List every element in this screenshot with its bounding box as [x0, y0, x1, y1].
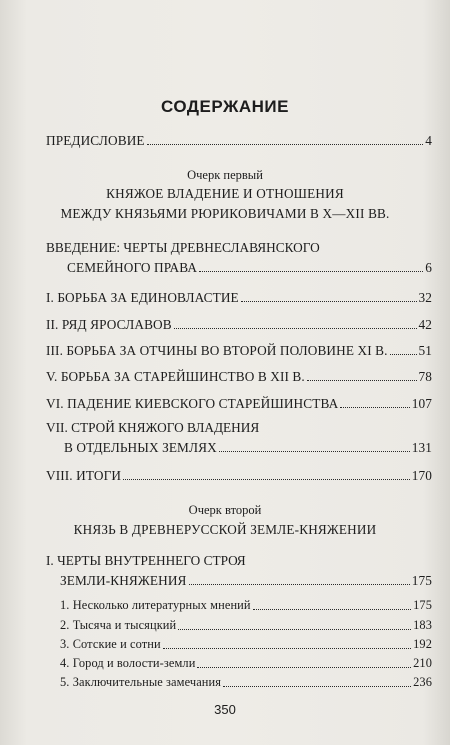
toc-entry-label: В ОТДЕЛЬНЫХ ЗЕМЛЯХ: [64, 440, 217, 455]
toc-entry-e2-ch1[interactable]: [60, 573, 432, 588]
toc-entry-intro[interactable]: [67, 260, 432, 275]
toc-entry-chapter[interactable]: [46, 369, 432, 384]
leader-dots: [197, 667, 411, 668]
toc-entry-label: ПРЕДИСЛОВИЕ: [46, 133, 145, 148]
toc-entry-label: II. РЯД ЯРОСЛАВОВ: [46, 317, 172, 332]
essay-1-label: Очерк первый: [187, 168, 263, 182]
toc-entry-page: 4: [425, 133, 432, 148]
toc-entry-chapter[interactable]: [46, 343, 432, 358]
toc-entry-chapter[interactable]: [46, 317, 432, 332]
toc-entry-ch7[interactable]: [64, 440, 432, 455]
toc-entry-label: ЗЕМЛИ-КНЯЖЕНИЯ: [60, 573, 187, 588]
leader-dots: [340, 407, 409, 408]
toc-entry-page: 51: [418, 343, 432, 358]
essay-2-label: Очерк второй: [188, 503, 262, 517]
leader-dots: [178, 629, 411, 630]
leader-dots: [253, 609, 411, 610]
toc-entry-label: III. БОРЬБА ЗА ОТЧИНЫ ВО ВТОРОЙ ПОЛОВИНЕ XI В.: [46, 343, 388, 358]
leader-dots: [189, 584, 410, 585]
toc-entry-page: 32: [418, 290, 432, 305]
toc-entry-section[interactable]: [60, 598, 432, 613]
leader-dots: [174, 328, 417, 329]
toc-entry-preface[interactable]: [46, 133, 432, 148]
toc-entry-page: 131: [411, 440, 432, 455]
leader-dots: [219, 451, 410, 452]
toc-entry-label: 4. Город и волости-земли: [60, 656, 196, 670]
toc-entry-e2-ch1-line1: I. ЧЕРТЫ ВНУТРЕННЕГО СТРОЯ: [46, 553, 246, 568]
toc-entry-label: СЕМЕЙНОГО ПРАВА: [67, 260, 198, 275]
toc-entry-label: 5. Заключительные замечания: [60, 675, 222, 689]
toc-entry-page: 107: [411, 396, 432, 411]
essay-1-heading-line2: МЕЖДУ КНЯЗЬЯМИ РЮРИКОВИЧАМИ В X—XII ВВ.: [60, 206, 390, 221]
toc-entry-page: 6: [425, 260, 432, 275]
toc-entry-label: I. БОРЬБА ЗА ЕДИНОВЛАСТИЕ: [46, 290, 239, 305]
essay-1-heading-line1: КНЯЖОЕ ВЛАДЕНИЕ И ОТНОШЕНИЯ: [106, 186, 344, 201]
toc-entry-page: 175: [413, 598, 432, 612]
toc-entry-chapter[interactable]: [46, 396, 432, 411]
toc-entry-label: 3. Сотские и сотни: [60, 637, 161, 651]
toc-entry-label: 1. Несколько литературных мнений: [60, 598, 251, 612]
leader-dots: [241, 301, 417, 302]
page-title: СОДЕРЖАНИЕ: [161, 97, 289, 116]
leader-dots: [199, 271, 423, 272]
toc-entry-page: 42: [418, 317, 432, 332]
toc-entry-section[interactable]: [60, 656, 432, 671]
toc-entry-page: 170: [411, 468, 432, 483]
toc-entry-section[interactable]: [60, 675, 432, 690]
toc-entry-chapter[interactable]: [46, 468, 432, 483]
toc-entry-page: 210: [413, 656, 432, 670]
toc-entry-page: 175: [411, 573, 432, 588]
toc-entry-section[interactable]: [60, 618, 432, 633]
toc-entry-page: 236: [413, 675, 432, 689]
toc-entry-page: 192: [413, 637, 432, 651]
leader-dots: [390, 354, 417, 355]
leader-dots: [147, 144, 424, 145]
toc-entry-ch7-line1: VII. СТРОЙ КНЯЖОГО ВЛАДЕНИЯ: [46, 420, 260, 435]
toc-entry-intro-line1: ВВЕДЕНИЕ: ЧЕРТЫ ДРЕВНЕСЛАВЯНСКОГО: [46, 240, 320, 255]
toc-entry-label: 2. Тысяча и тысяцкий: [60, 618, 177, 632]
toc-entry-label: VI. ПАДЕНИЕ КИЕВСКОГО СТАРЕЙШИНСТВА: [46, 396, 339, 411]
leader-dots: [307, 380, 417, 381]
page-number: 350: [214, 702, 236, 717]
toc-entry-section[interactable]: [60, 637, 432, 652]
essay-2-heading: КНЯЗЬ В ДРЕВНЕРУССКОЙ ЗЕМЛЕ-КНЯЖЕНИИ: [73, 522, 377, 537]
toc-entry-page: 183: [413, 618, 432, 632]
toc-entry-label: VIII. ИТОГИ: [46, 468, 122, 483]
toc-entry-chapter[interactable]: [46, 290, 432, 305]
leader-dots: [163, 648, 411, 649]
toc-entry-page: 78: [418, 369, 432, 384]
leader-dots: [223, 686, 411, 687]
toc-entry-label: V. БОРЬБА ЗА СТАРЕЙШИНСТВО В XII В.: [46, 369, 305, 384]
leader-dots: [123, 479, 410, 480]
